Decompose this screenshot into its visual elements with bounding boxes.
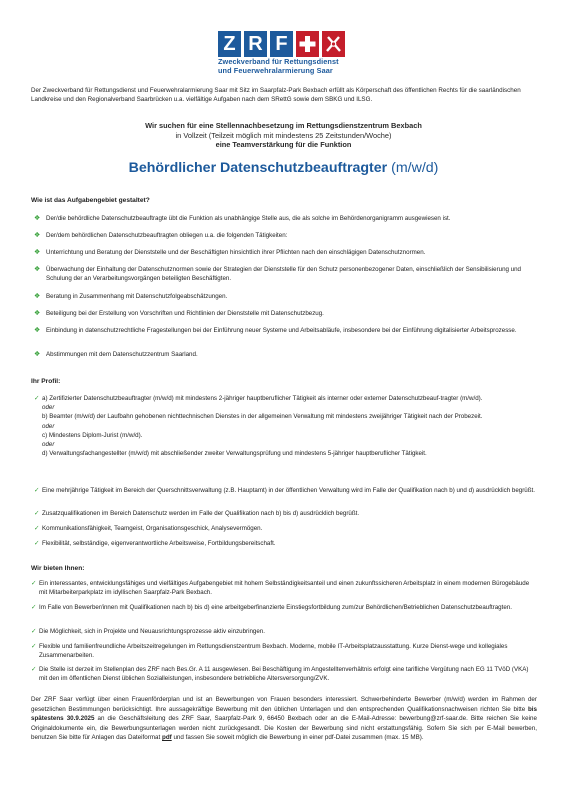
profile-or: oder [42, 441, 55, 449]
diamond-bullet-icon: ❖ [34, 215, 41, 222]
logo-line-2: und Feuerwehralarmierung Saar [218, 66, 333, 75]
search-statement [31, 121, 536, 150]
profile-item [34, 509, 536, 518]
profile-option-c: c) Mindestens Diplom-Jurist (m/w/d). [42, 431, 143, 439]
offer-item [31, 665, 537, 683]
checkmark-icon: ✓ [34, 540, 40, 547]
job-title [31, 160, 536, 176]
task-item [34, 231, 536, 240]
profile-item-text: Flexibilität, selbständige, eigenverantwortliche Arbeitsweise, Fortbildungsbereitschaft. [42, 540, 276, 547]
profile-item [34, 486, 536, 495]
offer-item-text: Im Falle von Bewerber/innen mit Qualifikationen nach b) bis d) eine arbeitgeberfinanzierte Einstiegsfortbildung zum/zur Behördlichen/Betrieblichen Datenschutzbeauftragten. [39, 604, 512, 611]
diamond-bullet-icon: ❖ [34, 327, 41, 334]
diamond-bullet-icon: ❖ [34, 266, 41, 273]
logo-letter-r: R [244, 31, 267, 57]
diamond-bullet-icon: ❖ [34, 249, 41, 256]
diamond-bullet-icon: ❖ [34, 351, 41, 358]
profile-option-a: a) Zertifizierter Datenschutzbeauftragter (m/w/d) mit mindestens 2-jähriger hauptberuflicher Tätigkeit als interner oder externer Datenschutzbeauf-tragter (m/w/d). [42, 395, 483, 402]
profile-or: oder [42, 422, 55, 430]
footer-text-2: an die Geschäftsleitung des ZRF Saar, Saarpfalz-Park 9, 66450 Bexbach oder an die E-Mail-Adresse: bewerbung@zrf-saar.de. Bitte reichen Sie keine Originaldokumente ein, die Bewerbungsunterlagen werden nicht zurückgesandt. Die Kosten der Bewerbung sind nicht erstattungsfähig. Sofern Sie sich per E-Mail bewerben, benutzen Sie bitte für Anlagen das Dateiformat [31, 715, 537, 742]
profile-option-b: b) Beamter (m/w/d) der Laufbahn gehobenen nichttechnischen Dienstes in der allgemeinen Verwaltung mit mindestens zweijähriger Tätigkeit nach der Probezeit. [42, 413, 483, 421]
profile-item-text: Kommunikationsfähigkeit, Teamgeist, Organisationsgeschick, Analysevermögen. [42, 525, 263, 532]
checkmark-icon: ✓ [34, 510, 40, 517]
checkmark-icon: ✓ [34, 395, 40, 402]
task-item [34, 265, 536, 283]
intro-paragraph: Der Zweckverband für Rettungsdienst und Feuerwehralarmierung Saar mit Sitz im Saarpfalz-Park Bexbach erfüllt als Körperschaft des öffentlichen Rechts für die saarländischen Landkreise und den Regionalverband Saarbrücken u.a. vielfältige Aufgaben nach dem SRettG sowie dem SBKG und ILSG. [31, 87, 521, 104]
profile-heading: Ihr Profil: [31, 378, 61, 385]
tasks-heading: Wie ist das Aufgabengebiet gestaltet? [31, 197, 150, 204]
checkmark-icon: ✓ [34, 525, 40, 532]
application-instructions [31, 695, 537, 743]
task-item [34, 248, 536, 257]
job-title-suffix: (m/w/d) [391, 160, 439, 176]
checkmark-icon: ✓ [31, 604, 37, 611]
task-item-text: Überwachung der Einhaltung der Datenschutznormen sowie der Strategien der Dienststelle für den Schutz personenbezogener Daten, einschließlich der Sensibilisierung und Schulung der an Verarbeitungsvorgängen beteiligten Beschäftigten. [46, 266, 521, 283]
task-item [34, 214, 536, 223]
checkmark-icon: ✓ [31, 666, 37, 673]
offer-item-text: Ein interessantes, entwicklungsfähiges und vielfältiges Aufgabengebiet mit hohem Selbständigkeitsanteil und einen zukunftssicheren Arbeitsplatz in einem modernen Bürogebäude mit Mitarbeiterparkplatz im idyllischen Saarpfalz-Park Bexbach. [39, 580, 530, 597]
logo-letter-z: Z [218, 31, 241, 57]
offer-item [31, 579, 537, 597]
profile-item-text: Eine mehrjährige Tätigkeit im Bereich der Querschnittsverwaltung (z.B. Hauptamt) in der öffentlichen Verwaltung wird im Falle der Qualifikation nach b) und d) ausdrücklich begrüßt. [42, 487, 535, 494]
task-item-text: Beteiligung bei der Erstellung von Vorschriften und Richtlinien der Dienststelle mit Datenschutzbezug. [46, 310, 324, 317]
file-format: pdf [162, 734, 172, 742]
offer-heading: Wir bieten Ihnen: [31, 565, 85, 572]
search-line-3: eine Teamverstärkung für die Funktion [215, 140, 352, 150]
footer-text-1: Der ZRF Saar verfügt über einen Frauenförderplan und ist an Bewerbungen von Frauen besonders interessiert. Schwerbehinderte Bewerber (m/w/d) werden im Rahmen der gesetzlichen Bestimmungen berücksichtigt. Ihre aussagekräftige Bewerbung mit den üblichen Unterlagen und den entsprechenden Qualifikationsnachweisen richten Sie bitte [31, 696, 537, 713]
offer-item [31, 642, 537, 660]
logo-letter-f: F [270, 31, 293, 57]
task-item-text: Beratung in Zusammenhang mit Datenschutzfolgeabschätzungen. [46, 293, 228, 300]
checkmark-icon: ✓ [31, 580, 37, 587]
diamond-bullet-icon: ❖ [34, 310, 41, 317]
task-item-text: Abstimmungen mit dem Datenschutzzentrum Saarland. [46, 351, 198, 358]
task-item [34, 292, 536, 301]
profile-or: oder [42, 404, 55, 412]
profile-item [34, 524, 536, 533]
task-item [34, 326, 536, 335]
logo-line-1: Zweckverband für Rettungsdienst [218, 57, 339, 66]
task-item-text: Unterrichtung und Beratung der Dienststelle und der Beschäftigten hinsichtlich ihrer Pflichten nach den einschlägigen Datenschutznormen. [46, 249, 426, 256]
task-item-text: Einbindung in datenschutzrechtliche Fragestellungen bei der Einführung neuer Systeme und Arbeitsabläufe, insbesondere bei der Einführung digitalisierter Arbeitsprozesse. [46, 327, 517, 334]
medical-cross-icon [296, 31, 319, 57]
offer-item-text: Die Stelle ist derzeit im Stellenplan des ZRF nach Bes.Gr. A 11 ausgewiesen. Bei Beschäftigung im Angestelltenverhältnis erfolgt eine tarifliche Vergütung nach EG 11 TVöD (VKA) mit den im öffentlichen Dienst üblichen Sozialleistungen, insbesondere betriebliche Altersversorgung/ZVK. [39, 666, 529, 683]
checkmark-icon: ✓ [31, 628, 37, 635]
diamond-bullet-icon: ❖ [34, 293, 41, 300]
footer-text-3: und fassen Sie soweit möglich die Bewerbung in einer pdf-Datei zusammen (max. 15 MB). [171, 734, 424, 742]
zrf-logo [218, 31, 353, 81]
checkmark-icon: ✓ [34, 487, 40, 494]
profile-item-text: Zusatzqualifikationen im Bereich Datenschutz werden im Falle der Qualifikation nach b) bis d) ausdrücklich begrüßt. [42, 510, 360, 517]
offer-item-text: Die Möglichkeit, sich in Projekte und Neuausrichtungsprozesse aktiv einzubringen. [39, 628, 265, 635]
profile-qualification-options [34, 394, 536, 458]
search-line-1: Wir suchen für eine Stellennachbesetzung im Rettungsdienstzentrum Bexbach [145, 121, 422, 130]
task-item-text: Der/die behördliche Datenschutzbeauftragte übt die Funktion als unabhängige Stelle aus, die als solche im Behördenorganigramm ausgewiesen ist. [46, 215, 451, 222]
application-deadline: bis spätestens 30.9.2025 [31, 705, 537, 723]
offer-item [31, 627, 537, 636]
profile-item [34, 539, 536, 548]
task-item [34, 350, 536, 359]
diamond-bullet-icon: ❖ [34, 232, 41, 239]
fire-hose-icon [322, 31, 345, 57]
checkmark-icon: ✓ [31, 643, 37, 650]
job-title-text: Behördlicher Datenschutzbeauftragter [128, 160, 388, 176]
offer-item-text: Flexible und familienfreundliche Arbeitszeitregelungen im Rettungsdienstzentrum Bexbach. Moderne, mobile IT-Arbeitsplatzausstattung. Kurze Dienst-wege und kollegiales Zusammenarbeiten. [39, 643, 508, 660]
task-item [34, 309, 536, 318]
offer-item [31, 603, 537, 612]
profile-option-d: d) Verwaltungsfachangestellter (m/w/d) mit abschließender zweiter Verwaltungsprüfung und mindestens 5-jähriger hauptberuflicher Tätigkeit. [42, 450, 427, 458]
task-item-text: Der/dem behördlichen Datenschutzbeauftragten obliegen u.a. die folgenden Tätigkeiten: [46, 232, 288, 239]
search-line-2: in Vollzeit (Teilzeit möglich mit mindestens 25 Zeitstunden/Woche) [175, 130, 392, 140]
